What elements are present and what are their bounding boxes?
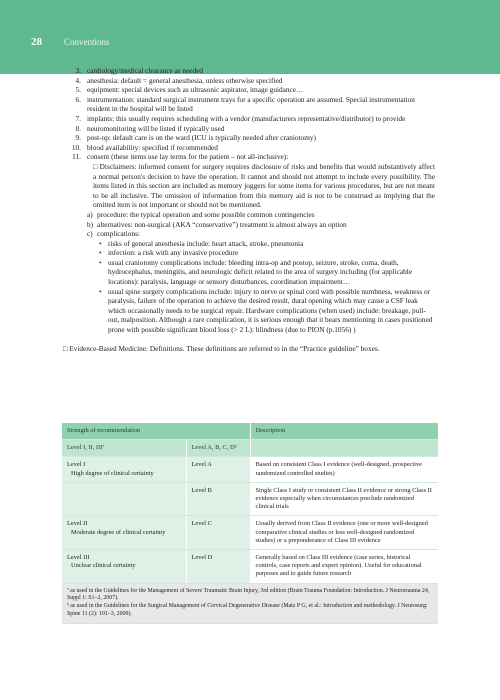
ebm-paragraph: □ Evidence-Based Medicine: Definitions. These definitions are referred to in the “Practice guideline” boxes. bbox=[63, 343, 380, 353]
numbered-list bbox=[63, 66, 435, 335]
page-body bbox=[63, 66, 435, 353]
table-header-description: Description bbox=[250, 423, 438, 440]
list-item: 7. implants: this usually requires scheduling with a vendor (manufacturers representative/distributor) to provide bbox=[75, 113, 406, 123]
list-item: • usual craniotomy complications include: bleeding intra-op and postop, seizure, stroke, coma, death, hydrocephalus, meningitis, and neurologic deficit related to the area of surgery including (for applicable locations): paralysis, language or sensory disturbances, coordination impairment… bbox=[97, 258, 435, 287]
disclaimer-note: □ Disclaimers: informed consent for surgery requires disclosure of risks and benefits that would substantively affect a normal person's decision to have the operation. It cannot and should not attempt to include every possibility. The items listed in this section are included as memory joggers for some items for various procedures, but are not meant to be all inclusive. The omission of information from this memory aid is not to be construed as implying that the omitted item is not important or should not be mentioned. bbox=[93, 161, 435, 210]
table-row: Level B Single Class I study or consistent Class II evidence or strong Class II evidence especially when circumstances preclude randomized clinical trials bbox=[62, 482, 438, 516]
list-item: 5. equipment: special devices such as ultrasonic aspirator, image guidance… bbox=[75, 85, 304, 95]
list-item: c) complications: • risks of general anesthesia include: heart attack, stroke, pneumonia • infection: a risk with any invasive procedure • usual craniotomy complications include: bleeding intra-op and postop, seizure, stroke, coma, death, hydrocephalus, meningitis, and neurologic deficit related to the area of surgery including (for applicable locations): paralysis, language or sensory disturbances, coordination impairment… • usual spine surgery complications include: injury to nerve or spinal cord with possible numbness, weakness or paralysis, failure of the operation to achieve the desired result, dural opening which may cause a CSF leak which occasionally needs to be surgical repair. Hardware complications (when used) include: breakage, pull-out, malposition. Although a rare complication, it is serious enough that it bears mentioning in cases positioned prone with possible significant blood loss (> 2 L): blindness (due to PION (p.1056) ) bbox=[87, 229, 435, 335]
consent-sublist bbox=[87, 210, 435, 335]
table-subheader bbox=[62, 440, 438, 457]
list-item: • usual spine surgery complications include: injury to nerve or spinal cord with possible numbness, weakness or paralysis, failure of the operation to achieve the desired result, dural opening which may cause a CSF leak which occasionally needs to be surgical repair. Hardware complications (when used) include: breakage, pull-out, malposition. Although a rare complication, it is serious enough that it bears mentioning in cases positioned prone with possible significant blood loss (> 2 L): blindness (due to PION (p.1056) ) bbox=[97, 287, 435, 335]
section-title: Conventions bbox=[64, 37, 110, 47]
list-item: b) alternatives: non-surgical (AKA “conservative”) treatment is almost always an option bbox=[87, 219, 347, 229]
table-row: Level I High degree of clinical certainty Level A Based on consistent Class I evidence (well-designed, prospective randomized controlled studies) bbox=[62, 457, 438, 482]
list-item: a) procedure: the typical operation and some possible common contingencies bbox=[87, 209, 315, 219]
page-header bbox=[0, 0, 500, 74]
list-item: 9. post-op: default care is on the ward (ICU is typically needed after craniotomy) bbox=[75, 133, 316, 143]
list-item: 6. instrumentation: standard surgical instrument trays for a specific operation are assumed. Special instrumentation resident in the hospital will be listed bbox=[75, 94, 415, 114]
list-item: 11. consent (these items use lay terms for the patient – not all-inclusive): □ Disclaimers: informed consent for surgery requires disclosure of risks and benefits that would substantively affect a normal person's decision to have the operation. It cannot and should not attempt to include every possibility. The items listed in this section are included as memory joggers for some items for various procedures, but are not meant to be all inclusive. The omission of information from this memory aid is not to be construed as implying that the omitted item is not important or should not be mentioned. a) procedure: the typical operation and some possible common contingencies b) alternatives: non-surgical (AKA “conservative”) treatment is almost always an option c) complications: • risks of general anesthesia include: heart attack, stroke, pneumonia • infection: a risk with any invasive procedure • usual craniotomy complications include: bleeding intra-op and postop, seizure, stroke, coma, death, hydrocephalus, meningitis, and neurologic deficit related to the area of surgery including (for applicable locations): paralysis, language or sensory disturbances, coordination impairment… • usual spine surgery complications include: injury to nerve or spinal cord with possible numbness, weakness or paralysis, failure of the operation to achieve the desired result, dural opening which may cause a CSF leak which occasionally needs to be surgical repair. Hardware complications (when used) include: breakage, pull-out, malposition. Although a rare complication, it is serious enough that it bears mentioning in cases positioned prone with possible significant blood loss (> 2 L): blindness (due to PION (p.1056) ) bbox=[63, 152, 435, 334]
table-footnotes bbox=[62, 583, 438, 623]
list-item: 10. blood availability: specified if recommended bbox=[71, 142, 218, 152]
list-item: 3. cardiology/medical clearance as needed bbox=[75, 66, 204, 75]
list-item: • risks of general anesthesia include: heart attack, stroke, pneumonia bbox=[97, 239, 435, 249]
table-row: Level III Unclear clinical certainty Level D Generally based on Class III evidence (case series, historical controls, case reports and expert opinion). Useful for educational purposes and to guide future research bbox=[62, 550, 438, 584]
footnote: ᵇ as used in the Guidelines for the Surgical Management of Cervical Degenerative Disease (Matz P G, et al.: Introduction and methodology. J Neurosurg: Spine 11 (2): 101–3, 2009). bbox=[67, 603, 428, 618]
table-row: Level II Moderate degree of clinical certainty Level C Usually derived from Class II evidence (one or more well-designed comparative clinical studies or less well-designed randomized studies) or a preponderance of Class III evidence bbox=[62, 516, 438, 550]
table-header bbox=[62, 423, 438, 440]
list-item: 4. anesthesia: default = general anesthesia, unless otherwise specified bbox=[75, 75, 283, 85]
list-item: 8. neuromonitoring will be listed if typically used bbox=[75, 123, 225, 133]
complications-list bbox=[97, 239, 435, 335]
recommendation-table bbox=[62, 423, 438, 624]
footnote: ª as used in the Guidelines for the Management of Severe Traumatic Brain Injury, 3rd edition (Brain Trauma Foundation: Introduction. J Neurotrauma 24, Suppl 1: S1–2, 2007). bbox=[67, 587, 430, 602]
table-subheader-letter: Level A, B, C, Dᵇ bbox=[186, 440, 250, 457]
list-item: • infection: a risk with any invasive procedure bbox=[97, 248, 435, 258]
table-header-strength: Strength of recommendation bbox=[62, 423, 250, 440]
table-subheader-roman: Level I, II, IIIª bbox=[62, 440, 186, 457]
page-number: 28 bbox=[31, 36, 42, 48]
